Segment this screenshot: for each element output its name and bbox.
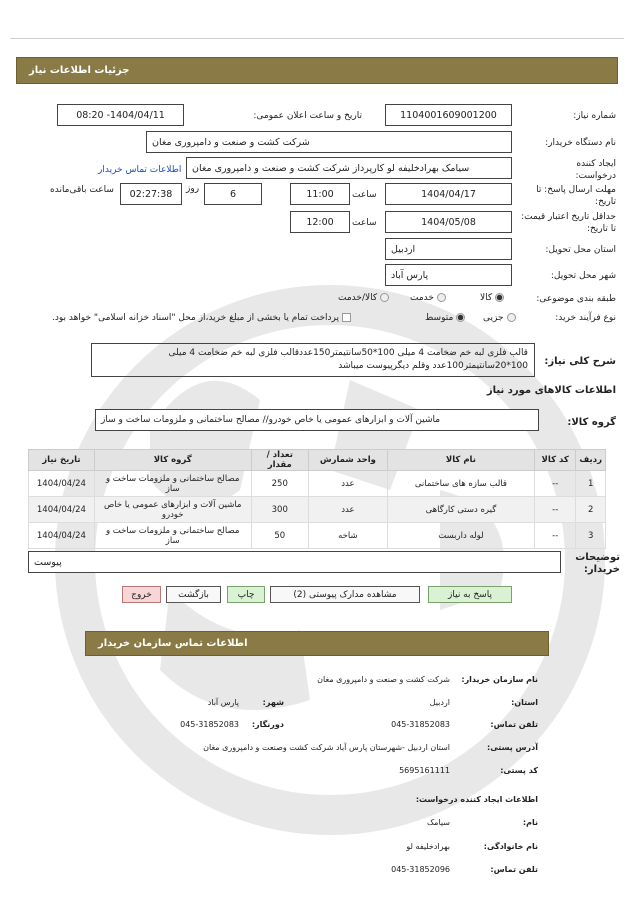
city-label: شهر محل تحویل: <box>550 271 616 281</box>
cell-qty: 300 <box>251 497 308 523</box>
col-header-qty: تعداد / مقدار <box>251 450 308 471</box>
category-label: طبقه بندی موضوعی: <box>536 294 616 304</box>
col-header-index: ردیف <box>576 450 606 471</box>
creator-name-value: سیامک <box>427 818 450 827</box>
cell-name: قالب سازه های ساختمانی <box>387 471 534 497</box>
contact-province-label: استان: <box>511 698 538 707</box>
back-button[interactable]: بازگشت <box>166 586 221 603</box>
contact-org-value: شرکت کشت و صنعت و دامپروری مغان <box>317 675 450 684</box>
city-field: پارس آباد <box>385 264 512 286</box>
buyer-notes-field: پیوست <box>28 551 561 573</box>
process-label: نوع فرآیند خرید: <box>555 313 616 323</box>
remaining-time-field: 02:27:38 <box>120 183 182 205</box>
radio-icon <box>380 293 389 302</box>
col-header-unit: واحد شمارش <box>308 450 387 471</box>
top-divider <box>10 38 624 39</box>
goods-group-field: ماشین آلات و ابزارهای عمومی یا خاص خودرو// مصالح ساختمانی و ملزومات ساخت و ساز <box>95 409 539 431</box>
need-number-label: شماره نیاز: <box>573 111 616 121</box>
cell-group: مصالح ساختمانی و ملزومات ساخت و ساز <box>94 523 251 549</box>
goods-group-label: گروه کالا: <box>567 417 616 428</box>
validity-label: حداقل تاریخ اعتبار قیمت: تا تاریخ: <box>521 212 616 234</box>
contact-address-label: آدرس پستی: <box>487 743 538 752</box>
cell-index: 1 <box>576 471 606 497</box>
cell-code: -- <box>534 523 575 549</box>
process-option-minor[interactable]: جزیی <box>483 313 516 323</box>
contact-org-label: نام سازمان خریدار: <box>461 675 538 684</box>
cell-name: لوله داربست <box>387 523 534 549</box>
radio-checked-icon <box>495 293 504 302</box>
creator-phone-value: 045-31852096 <box>391 865 450 874</box>
col-header-group: گروه کالا <box>94 450 251 471</box>
radio-icon <box>437 293 446 302</box>
cell-unit: شاخه <box>308 523 387 549</box>
checkbox-icon <box>342 313 351 322</box>
contact-title: اطلاعات تماس سازمان خریدار <box>98 638 248 649</box>
col-header-name: نام کالا <box>387 450 534 471</box>
province-field: اردبیل <box>385 238 512 260</box>
buyer-org-field: شرکت کشت و صنعت و دامپروری مغان <box>146 131 512 153</box>
page-title: جزئیات اطلاعات نیاز <box>29 65 130 76</box>
cell-unit: عدد <box>308 471 387 497</box>
goods-section-title: اطلاعات کالاهای مورد نیاز <box>486 385 616 396</box>
cell-date: 1404/04/24 <box>29 523 95 549</box>
description-field <box>91 343 535 377</box>
contact-fax-label: دورنگار: <box>251 720 284 729</box>
remaining-time-label: ساعت باقی‌مانده <box>50 185 114 195</box>
validity-time-field: 12:00 <box>290 211 350 233</box>
cell-index: 3 <box>576 523 606 549</box>
table-header-row <box>29 450 606 471</box>
table-row <box>29 497 606 523</box>
contact-city-value: پارس آباد <box>207 698 239 707</box>
description-label: شرح کلی نیاز: <box>544 356 616 367</box>
category-option-service[interactable]: خدمت <box>410 293 446 303</box>
cell-name: گیره دستی کارگاهی <box>387 497 534 523</box>
items-table <box>28 449 606 549</box>
province-label: استان محل تحویل: <box>545 245 616 255</box>
contact-city-label: شهر: <box>262 698 284 707</box>
deadline-label: مهلت ارسال پاسخ: تا تاریخ: <box>536 185 616 207</box>
payment-treasury-option[interactable]: پرداخت تمام یا بخشی از مبلغ خرید،از محل "اسناد خزانه اسلامی" خواهد بود. <box>52 313 351 323</box>
creator-info-title: اطلاعات ایجاد کننده درخواست: <box>415 795 538 804</box>
category-option-goods[interactable]: کالا <box>480 293 504 303</box>
days-field: 6 <box>204 183 262 205</box>
cell-qty: 250 <box>251 471 308 497</box>
contact-province-value: اردبیل <box>429 698 450 707</box>
category-option-both[interactable]: کالا/خدمت <box>338 293 389 303</box>
exit-button[interactable]: خروج <box>122 586 161 603</box>
page-title-bar <box>16 57 618 84</box>
creator-phone-label: تلفن تماس: <box>490 865 538 874</box>
cell-date: 1404/04/24 <box>29 497 95 523</box>
reply-button[interactable]: پاسخ به نیاز <box>428 586 512 603</box>
cell-group: مصالح ساختمانی و ملزومات ساخت و ساز <box>94 471 251 497</box>
contact-title-bar <box>85 631 549 656</box>
contact-phone-label: تلفن تماس: <box>490 720 538 729</box>
print-button[interactable]: چاپ <box>227 586 265 603</box>
cell-qty: 50 <box>251 523 308 549</box>
creator-name-label: نام: <box>522 818 538 827</box>
contact-phone-value: 045-31852083 <box>391 720 450 729</box>
table-row <box>29 471 606 497</box>
table-row <box>29 523 606 549</box>
deadline-time-field: 11:00 <box>290 183 350 205</box>
contact-fax-value: 045-31852083 <box>180 720 239 729</box>
creator-family-value: بهرادخلیفه لو <box>406 842 450 851</box>
validity-time-label: ساعت <box>352 218 377 228</box>
deadline-time-label: ساعت <box>352 190 377 200</box>
contact-address-value: استان اردبیل -شهرستان پارس آباد شرکت کشت وصنعت و دامپروری مغان <box>203 743 450 752</box>
need-number-field: 1104001609001200 <box>385 104 512 126</box>
buyer-contact-link[interactable]: اطلاعات تماس خریدار <box>98 165 182 175</box>
creator-family-label: نام خانوادگی: <box>483 842 538 851</box>
attachments-button[interactable]: مشاهده مدارک پیوستی (2) <box>270 586 420 603</box>
process-option-medium[interactable]: متوسط <box>425 313 465 323</box>
cell-group: ماشین آلات و ابزارهای عمومی یا خاص خودرو <box>94 497 251 523</box>
contact-postal-value: 5695161111 <box>399 766 450 775</box>
creator-field: سیامک بهرادخلیفه لو کارپرداز شرکت کشت و صنعت و دامپروری مغان <box>186 157 512 179</box>
cell-code: -- <box>534 471 575 497</box>
radio-icon <box>507 313 516 322</box>
validity-date-field: 1404/05/08 <box>385 211 512 233</box>
announce-label: تاریخ و ساعت اعلان عمومی: <box>253 111 362 121</box>
cell-unit: عدد <box>308 497 387 523</box>
cell-code: -- <box>534 497 575 523</box>
col-header-code: کد کالا <box>534 450 575 471</box>
col-header-date: تاریخ نیاز <box>29 450 95 471</box>
buyer-notes-label: توضیحات خریدار: <box>575 552 620 575</box>
buyer-org-label: نام دستگاه خریدار: <box>545 138 616 148</box>
radio-checked-icon <box>456 313 465 322</box>
description-line-2: 100*20سانتیمتر100عدد وقلم دیگرپیوست میباشد <box>338 361 528 371</box>
announce-field: 1404/04/11- 08:20 <box>57 104 184 126</box>
description-line-1: قالب فلزی لبه خم ضخامت 4 میلی 100*50سانتیمتر150عددقالب فلزی لبه خم ضخامت 4 میلی <box>168 348 528 358</box>
cell-index: 2 <box>576 497 606 523</box>
days-label: روز <box>186 184 200 194</box>
contact-postal-label: کد پستی: <box>500 766 538 775</box>
deadline-date-field: 1404/04/17 <box>385 183 512 205</box>
cell-date: 1404/04/24 <box>29 471 95 497</box>
creator-label: ایجاد کننده درخواست: <box>575 159 616 181</box>
